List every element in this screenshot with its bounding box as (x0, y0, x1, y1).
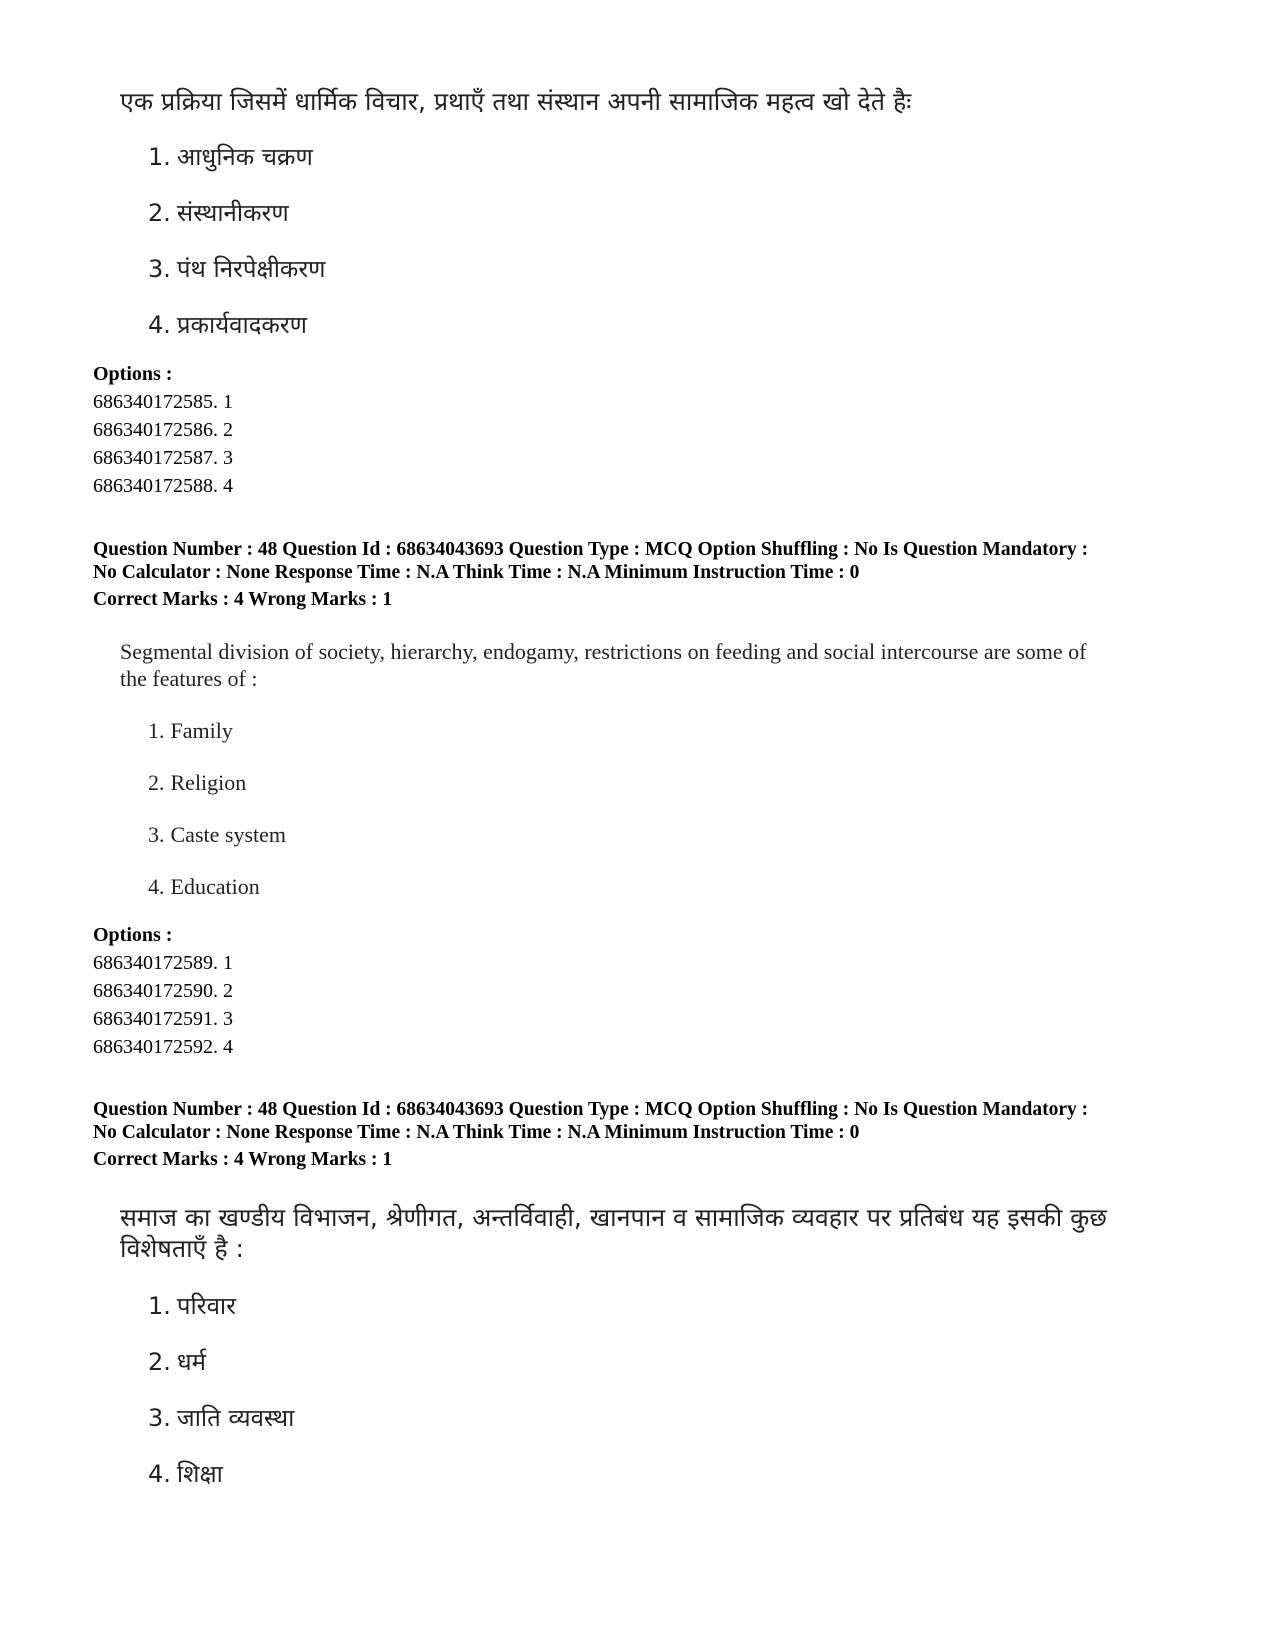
choice-number: 3. (148, 822, 165, 847)
choice-number: 1. (148, 718, 165, 743)
choice-number: 2. (148, 1348, 171, 1376)
choice-label: धर्म (176, 1348, 207, 1376)
choice-label: पंथ निरपेक्षीकरण (176, 255, 326, 283)
choice-1 (148, 717, 233, 745)
question-text-hindi-line-2: विशेषताएँ है : (120, 1234, 244, 1263)
choice-label: आधुनिक चक्रण (176, 143, 313, 171)
question-meta-line-2: No Calculator : None Response Time : N.A Think Time : N.A Minimum Instruction Time : 0 (93, 562, 860, 583)
choice-2 (148, 769, 246, 797)
choice-number: 2. (148, 770, 165, 795)
option-id-row: 686340172586. 2 (93, 419, 233, 441)
choice-4 (148, 1459, 223, 1489)
question-meta-line-2: No Calculator : None Response Time : N.A Think Time : N.A Minimum Instruction Time : 0 (93, 1122, 860, 1143)
option-id-row: 686340172587. 3 (93, 447, 233, 469)
option-id-row: 686340172592. 4 (93, 1036, 233, 1058)
question-marks: Correct Marks : 4 Wrong Marks : 1 (93, 1149, 393, 1170)
choice-label: जाति व्यवस्था (176, 1404, 295, 1432)
choice-4 (148, 873, 260, 901)
options-label: Options : (93, 924, 173, 946)
option-id-row: 686340172591. 3 (93, 1008, 233, 1030)
question-text-hindi-1: एक प्रक्रिया जिसमें धार्मिक विचार, प्रथाएँ तथा संस्थान अपनी सामाजिक महत्व खो देते हैः (120, 87, 912, 116)
choice-number: 3. (148, 1404, 171, 1432)
choice-number: 1. (148, 1292, 171, 1320)
choice-3 (148, 821, 286, 849)
option-id-row: 686340172585. 1 (93, 391, 233, 413)
choice-label: प्रकार्यवादकरण (176, 311, 308, 339)
question-meta-line-1: Question Number : 48 Question Id : 68634043693 Question Type : MCQ Option Shuffling : No Is Question Mandatory : (93, 1099, 1089, 1120)
choice-4 (148, 310, 307, 340)
choice-label: परिवार (176, 1292, 236, 1320)
choice-2 (148, 198, 289, 228)
option-id-row: 686340172590. 2 (93, 980, 233, 1002)
choice-number: 2. (148, 199, 171, 227)
option-id-row: 686340172589. 1 (93, 952, 233, 974)
choice-3 (148, 1403, 294, 1433)
choice-3 (148, 254, 326, 284)
question-text-english-line-1: Segmental division of society, hierarchy, endogamy, restrictions on feeding and social intercourse are some of (120, 639, 1087, 664)
choice-label: Caste system (170, 822, 286, 847)
choice-2 (148, 1347, 206, 1377)
question-meta-line-1: Question Number : 48 Question Id : 68634043693 Question Type : MCQ Option Shuffling : No Is Question Mandatory : (93, 539, 1089, 560)
choice-1 (148, 142, 313, 172)
choice-label: शिक्षा (176, 1460, 223, 1488)
choice-number: 4. (148, 311, 171, 339)
option-id-row: 686340172588. 4 (93, 475, 233, 497)
choice-label: संस्थानीकरण (176, 199, 289, 227)
choice-number: 4. (148, 1460, 171, 1488)
choice-number: 4. (148, 874, 165, 899)
options-label: Options : (93, 363, 173, 385)
choice-label: Family (170, 718, 233, 743)
choice-label: Education (170, 874, 260, 899)
choice-number: 3. (148, 255, 171, 283)
question-text-english-line-2: the features of : (120, 666, 258, 691)
choice-number: 1. (148, 143, 171, 171)
question-marks: Correct Marks : 4 Wrong Marks : 1 (93, 589, 393, 610)
question-text-hindi-line-1: समाज का खण्डीय विभाजन, श्रेणीगत, अन्तर्विवाही, खानपान व सामाजिक व्यवहार पर प्रतिबंध यह इसकी कुछ (120, 1203, 1107, 1232)
choice-1 (148, 1291, 236, 1321)
choice-label: Religion (170, 770, 247, 795)
